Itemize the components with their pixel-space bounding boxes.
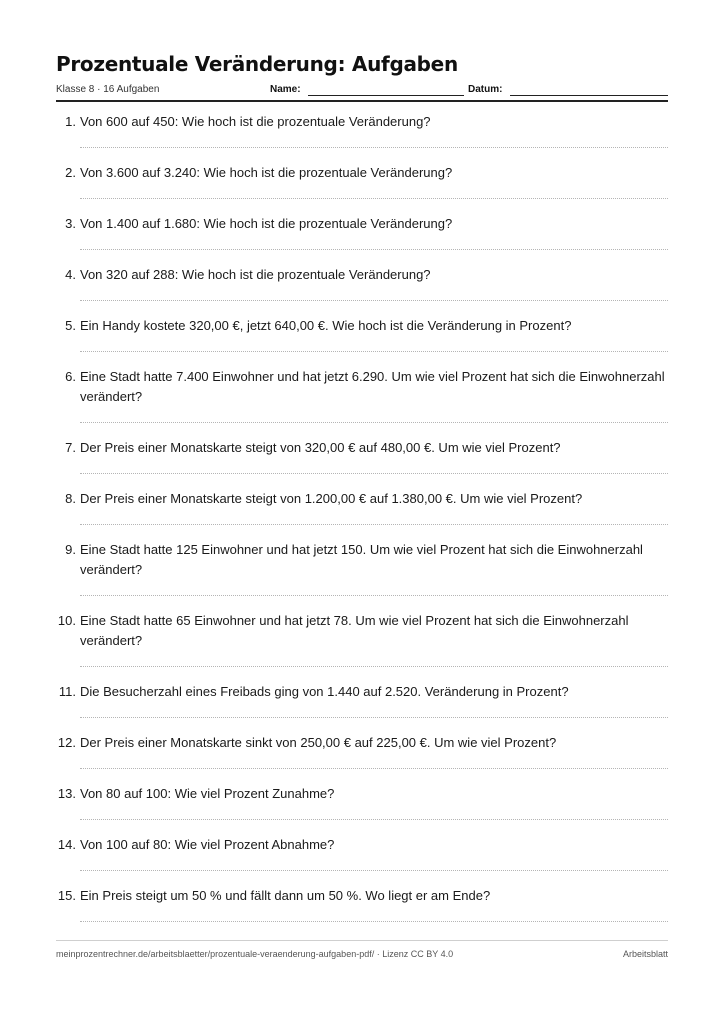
task-number: 7.	[65, 440, 76, 455]
task-item	[56, 214, 668, 265]
task-text: Der Preis einer Monatskarte sinkt von 250,00 € auf 225,00 €. Um wie viel Prozent?	[80, 735, 557, 750]
task-item	[56, 438, 668, 489]
task-item	[56, 265, 668, 316]
task-number: 8.	[65, 491, 76, 506]
task-number: 9.	[65, 542, 76, 557]
task-text: Von 100 auf 80: Wie viel Prozent Abnahme?	[80, 837, 335, 852]
answer-line	[80, 147, 668, 148]
answer-line	[80, 524, 668, 525]
task-number: 1.	[65, 114, 76, 129]
answer-line	[80, 768, 668, 769]
name-label: Name:	[270, 84, 301, 95]
task-text: Ein Handy kostete 320,00 €, jetzt 640,00 €. Wie hoch ist die Veränderung in Prozent?	[80, 318, 572, 333]
task-number: 5.	[65, 318, 76, 333]
task-text: Die Besucherzahl eines Freibads ging von 1.440 auf 2.520. Veränderung in Prozent?	[80, 684, 569, 699]
answer-line	[80, 473, 668, 474]
task-text: Von 3.600 auf 3.240: Wie hoch ist die prozentuale Veränderung?	[80, 165, 453, 180]
task-item	[56, 784, 668, 835]
task-text: Der Preis einer Monatskarte steigt von 1.200,00 € auf 1.380,00 €. Um wie viel Prozent?	[80, 491, 583, 506]
task-list	[56, 112, 668, 937]
task-text: Ein Preis steigt um 50 % und fällt dann um 50 %. Wo liegt er am Ende?	[80, 888, 491, 903]
page-footer	[56, 940, 668, 959]
task-text: Eine Stadt hatte 125 Einwohner und hat jetzt 150. Um wie viel Prozent hat sich die Einwohnerzahl verändert?	[80, 542, 643, 577]
answer-line	[80, 921, 668, 922]
task-item	[56, 886, 668, 937]
worksheet-page	[56, 52, 668, 937]
class-info: Klasse 8 · 16 Aufgaben	[56, 84, 160, 95]
task-item	[56, 112, 668, 163]
task-text: Der Preis einer Monatskarte steigt von 320,00 € auf 480,00 €. Um wie viel Prozent?	[80, 440, 561, 455]
task-number: 14.	[57, 837, 76, 852]
answer-line	[80, 717, 668, 718]
answer-line	[80, 666, 668, 667]
task-number: 12.	[57, 735, 76, 750]
task-text: Von 1.400 auf 1.680: Wie hoch ist die prozentuale Veränderung?	[80, 216, 453, 231]
answer-line	[80, 351, 668, 352]
task-number: 11.	[58, 684, 76, 699]
task-text: Eine Stadt hatte 65 Einwohner und hat jetzt 78. Um wie viel Prozent hat sich die Einwohnerzahl verändert?	[80, 613, 629, 648]
header-rule	[56, 100, 668, 102]
page-title: Prozentuale Veränderung: Aufgaben	[56, 52, 458, 76]
task-number: 6.	[65, 369, 76, 384]
task-item	[56, 611, 668, 682]
answer-line	[80, 198, 668, 199]
answer-line	[80, 249, 668, 250]
task-item	[56, 540, 668, 611]
worksheet-meta	[56, 82, 668, 100]
answer-line	[80, 422, 668, 423]
date-label: Datum:	[468, 84, 503, 95]
task-number: 2.	[65, 165, 76, 180]
task-number: 13.	[57, 786, 76, 801]
task-item	[56, 835, 668, 886]
answer-line	[80, 300, 668, 301]
task-item	[56, 316, 668, 367]
answer-line	[80, 819, 668, 820]
task-text: Von 80 auf 100: Wie viel Prozent Zunahme?	[80, 786, 335, 801]
task-text: Von 600 auf 450: Wie hoch ist die prozentuale Veränderung?	[80, 114, 431, 129]
task-number: 3.	[65, 216, 76, 231]
answer-line	[80, 870, 668, 871]
name-blank-line	[308, 95, 464, 96]
answer-line	[80, 595, 668, 596]
task-number: 4.	[65, 267, 76, 282]
task-number: 15.	[57, 888, 76, 903]
footer-label: Arbeitsblatt	[622, 949, 668, 959]
task-text: Eine Stadt hatte 7.400 Einwohner und hat jetzt 6.290. Um wie viel Prozent hat sich die Einwohnerzahl verändert?	[80, 369, 665, 404]
date-blank-line	[510, 95, 668, 96]
task-item	[56, 163, 668, 214]
task-item	[56, 682, 668, 733]
footer-source: meinprozentrechner.de/arbeitsblaetter/prozentuale-veraenderung-aufgaben-pdf/ · Lizenz CC BY 4.0	[56, 949, 454, 959]
task-text: Von 320 auf 288: Wie hoch ist die prozentuale Veränderung?	[80, 267, 431, 282]
task-item	[56, 367, 668, 438]
task-item	[56, 733, 668, 784]
task-number: 10.	[57, 613, 76, 628]
task-item	[56, 489, 668, 540]
